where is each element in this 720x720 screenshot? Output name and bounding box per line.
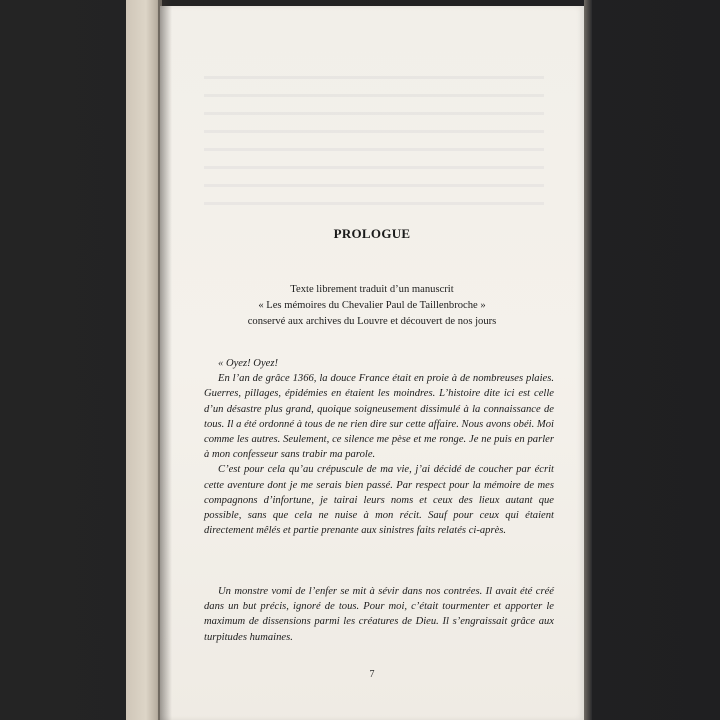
left-page-edge [126, 0, 162, 720]
subtitle-line: conservé aux archives du Louvre et découvert de nos jours [247, 316, 497, 327]
paragraph: Un monstre vomi de l’enfer se mit à sévir dans nos contrées. Il avait été créé dans un but précis, ignoré de tous. Pour moi, c’était tourmenter et apporter le maximum de dissensions parmi les créatures de Dieu. Il s’engraissait grâce aux turpitudes humaines. [204, 586, 554, 643]
page-number: 7 [369, 669, 375, 680]
subtitle-line: Texte librement traduit d’un manuscrit [290, 284, 454, 295]
final-body [204, 584, 554, 645]
book-page [160, 6, 584, 720]
book-gutter [158, 0, 172, 720]
paragraph: En l’an de grâce 1366, la douce France était en proie à de nombreuses plaies. Guerres, pillages, épidémies en étaient les moindres. L’histoire dite ici est celle d’un désastre plus grand, quoique soigneusement dissimulé à la connaissance de tous. Il a été ordonné à tous de ne rien dire sur cette affaire. Nous avons obéi. Moi comme les autres. Seulement, ce silence me pèse et me ronge. Je ne puis en parler à mon confesseur sans trabir ma parole. [204, 373, 554, 461]
subtitle-block [160, 282, 584, 330]
prologue-body [204, 356, 554, 538]
right-page-edge [584, 0, 592, 720]
bleed-through-text [204, 76, 544, 220]
page-title: PROLOGUE [333, 226, 411, 241]
paragraph: « Oyez! Oyez! [218, 358, 279, 369]
paragraph: C’est pour cela qu’au crépuscule de ma vie, j’ai décidé de coucher par écrit cette aventure dont je me serais bien passé. Par respect pour la mémoire de mes compagnons d’infortune, je tairai leurs noms et ceux des lieux autant que possible, sans que cela ne nuise à mon récit. Sauf pour ceux qui étaient directement mêlés et partie prenante aux sinistres faits relatés ci-après. [204, 464, 554, 537]
subtitle-line: « Les mémoires du Chevalier Paul de Taillenbroche » [258, 300, 486, 311]
